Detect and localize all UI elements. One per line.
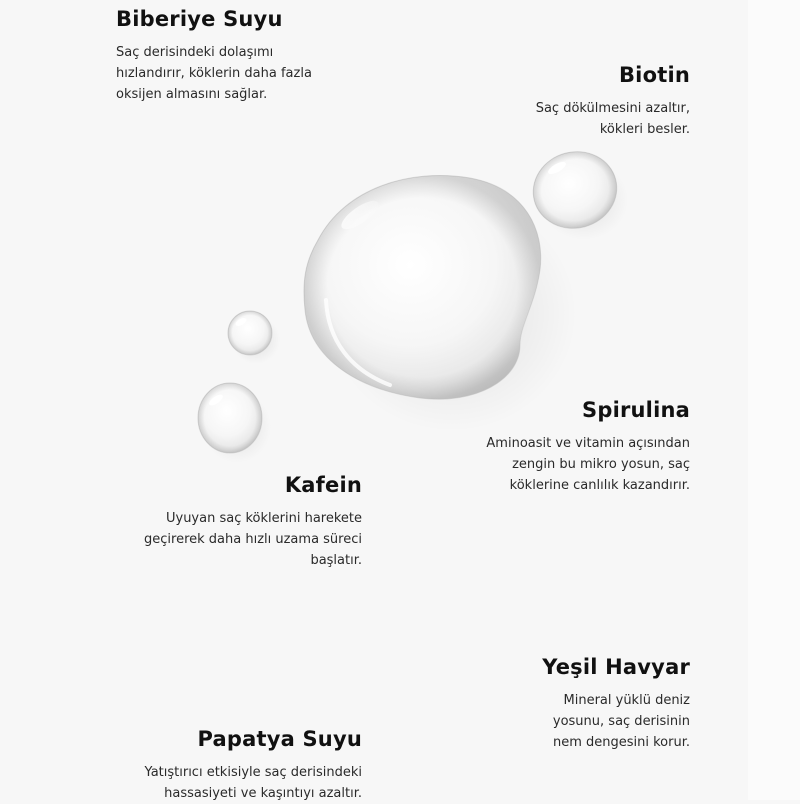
large-water-drop (304, 176, 577, 432)
ingredient-title: Kafein (284, 473, 362, 497)
ingredient-description (542, 690, 690, 753)
description-line: geçirerek daha hızlı uzama süreci (144, 532, 362, 547)
ingredient-title: Spirulina (582, 398, 690, 422)
ingredient-title: Biberiye Suyu (116, 7, 283, 31)
ingredient-description (536, 98, 690, 140)
ingredient-title: Biotin (618, 63, 690, 87)
description-line: Aminoasit ve vitamin açısından (486, 436, 690, 451)
ingredient-title: Papatya Suyu (197, 727, 362, 751)
description-line: nem dengesini korur. (552, 735, 690, 750)
description-line: kökleri besler. (599, 122, 690, 137)
description-line: Mineral yüklü deniz (563, 693, 690, 708)
small-water-drop-lower (198, 383, 271, 463)
description-line: hassasiyeti ve kaşıntıyı azaltır. (164, 786, 362, 801)
ingredient-description (145, 762, 362, 804)
ingredient-description (116, 42, 312, 105)
description-line: hızlandırır, köklerin daha fazla (116, 66, 312, 81)
small-water-drop (228, 311, 280, 364)
ingredient-papatya-suyu (145, 726, 362, 804)
ingredient-biotin (536, 62, 690, 140)
medium-water-drop (525, 142, 628, 240)
ingredient-description (486, 433, 690, 496)
ingredient-description (144, 508, 362, 571)
description-line: yosunu, saç derisinin (552, 714, 690, 729)
ingredient-title: Yeşil Havyar (542, 655, 690, 679)
description-line: Yatıştırıcı etkisiyle saç derisindeki (144, 765, 362, 780)
ingredient-spirulina (486, 397, 690, 496)
description-line: köklerine canlılık kazandırır. (509, 478, 690, 493)
ingredient-biberiye-suyu (116, 6, 312, 105)
description-line: başlatır. (310, 553, 362, 568)
description-line: Saç derisindeki dolaşımı (116, 45, 274, 60)
description-line: Saç dökülmesini azaltır, (535, 101, 690, 116)
ingredient-yesil-havyar (542, 654, 690, 753)
description-line: oksijen almasını sağlar. (116, 87, 268, 102)
description-line: Uyuyan saç köklerini harekete (165, 511, 362, 526)
description-line: zengin bu mikro yosun, saç (512, 457, 690, 472)
ingredient-kafein (144, 472, 362, 571)
